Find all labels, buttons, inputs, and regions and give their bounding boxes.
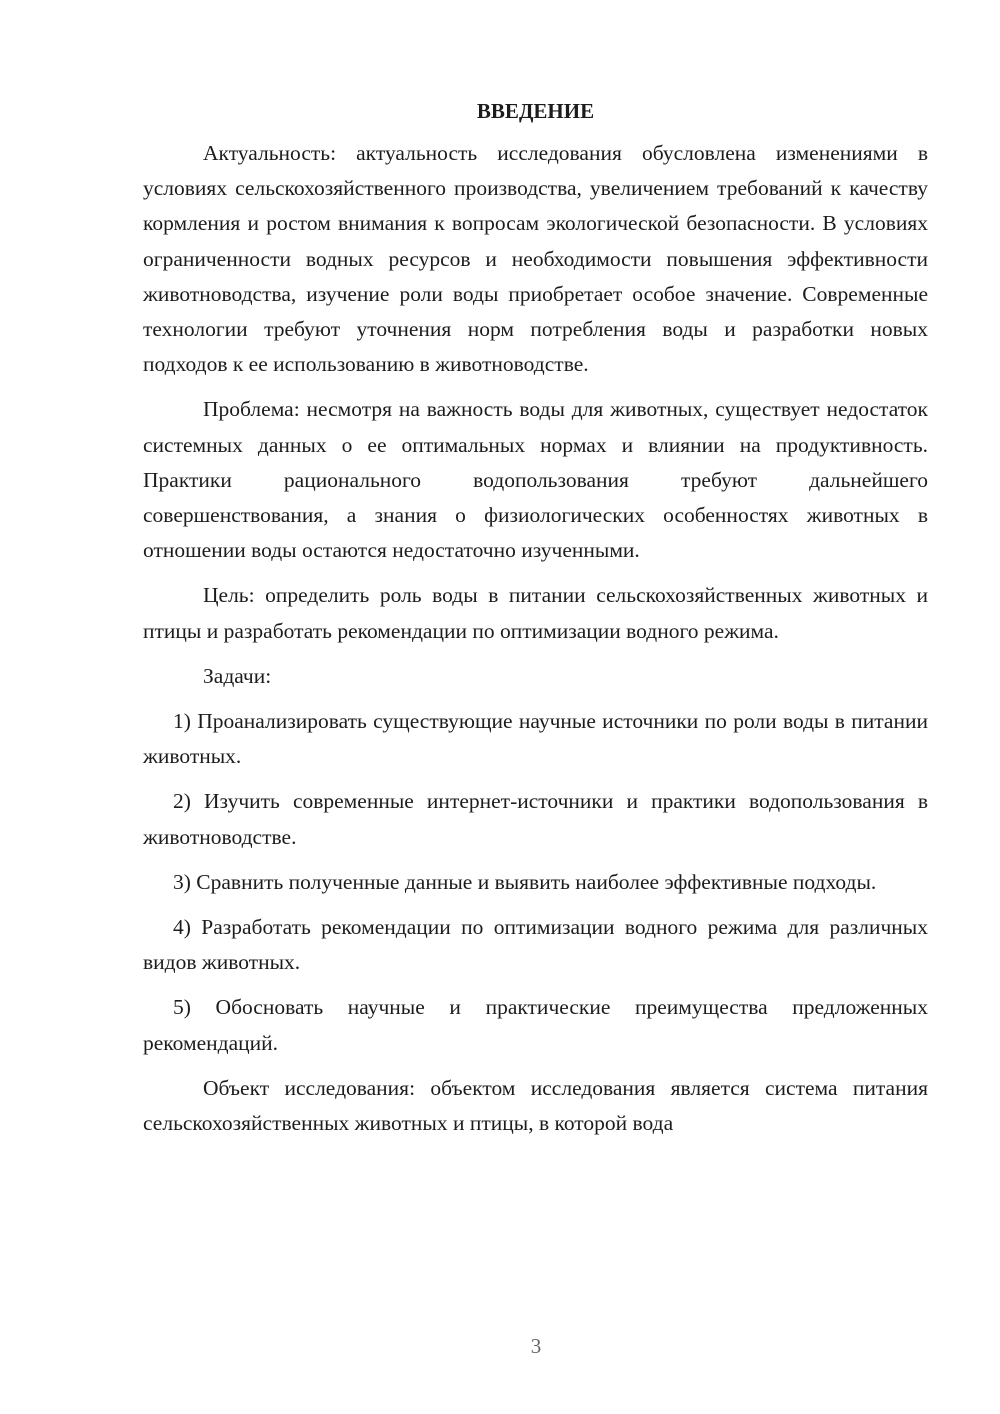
- paragraph-object: Объект исследования: объектом исследования является система питания сельскохозяйственных животных и птицы, в которой вода: [143, 1075, 928, 1136]
- page-number: 3: [530, 1334, 542, 1358]
- paragraph-tasks-title: Задачи:: [203, 663, 272, 688]
- task-item-1: 1) Проанализировать существующие научные источники по роли воды в питании животных.: [143, 709, 928, 769]
- task-item-4: 4) Разработать рекомендации по оптимизации водного режима для различных видов животных.: [143, 915, 928, 975]
- paragraph-problem: Проблема: несмотря на важность воды для животных, существует недостаток системных данных о ее оптимальных нормах и влиянии на продуктивность. Практики рационального водопользования требуют дальнейшего совершенствования, а знания о физиологических особенностях животных в отношении воды остаются недостаточно изученными.: [143, 397, 928, 563]
- task-item-5: 5) Обосновать научные и практические преимущества предложенных рекомендаций.: [143, 995, 928, 1055]
- page-content: [143, 96, 928, 1151]
- paragraph-goal: Цель: определить роль воды в питании сельскохозяйственных животных и птицы и разработать рекомендации по оптимизации водного режима.: [143, 583, 928, 643]
- paragraph-relevance: Актуальность: актуальность исследования обусловлена изменениями в условиях сельскохозяйственного производства, увеличением требований к качеству кормления и ростом внимания к вопросам экологической безопасности. В условиях ограниченности водных ресурсов и необходимости повышения эффективности животноводства, изучение роли воды приобретает особое значение. Современные технологии требуют уточнения норм потребления воды и разработки новых подходов к ее использованию в животноводстве.: [143, 141, 928, 377]
- task-item-3: 3) Сравнить полученные данные и выявить наиболее эффективные подходы.: [173, 869, 877, 894]
- page-heading: ВВЕДЕНИЕ: [476, 99, 595, 123]
- task-item-2: 2) Изучить современные интернет-источники и практики водопользования в животноводстве.: [143, 789, 928, 849]
